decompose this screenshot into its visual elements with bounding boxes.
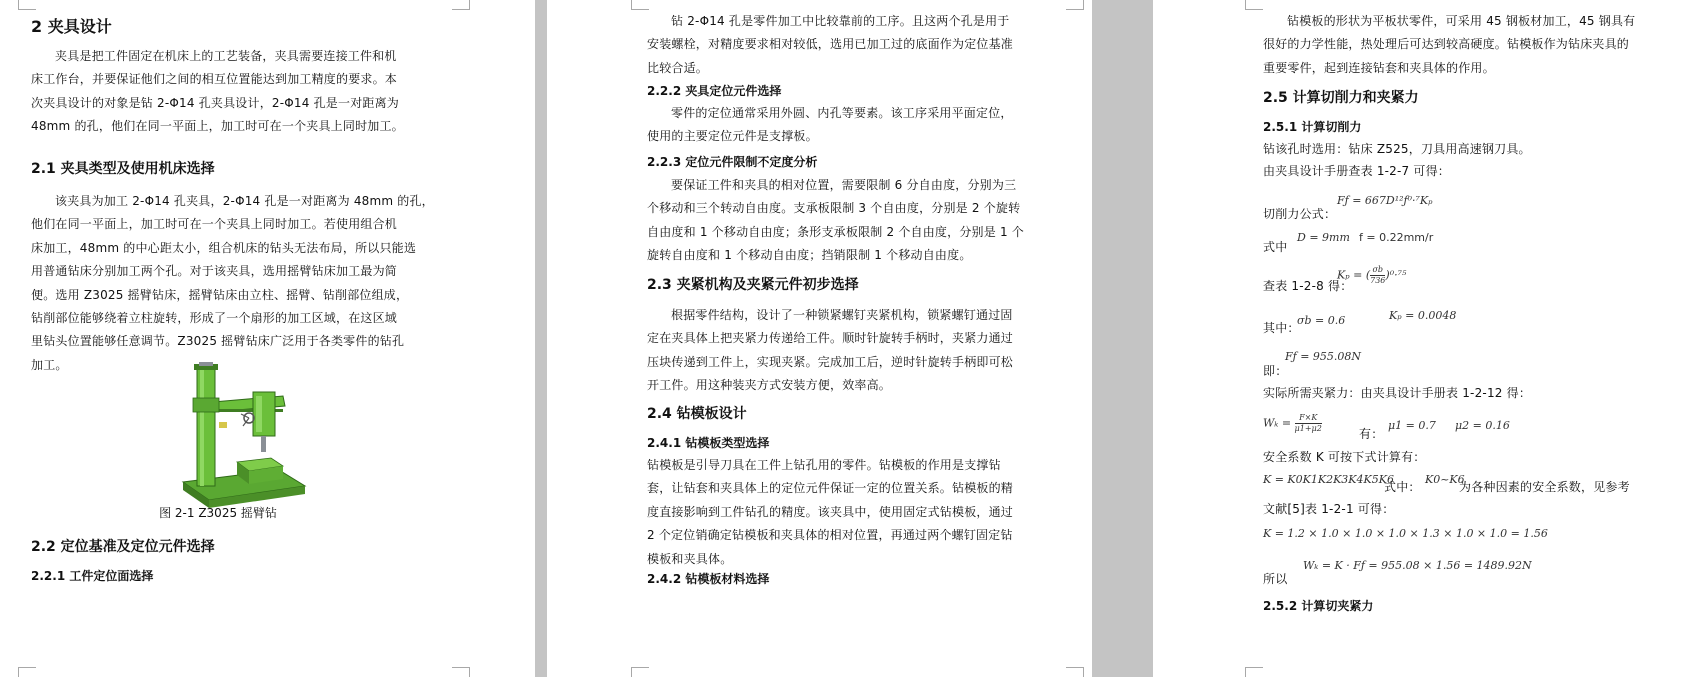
heading-section-2: 2 夹具设计 — [31, 17, 112, 36]
formula-k-calculation: K = 1.2 × 1.0 × 1.0 × 1.0 × 1.3 × 1.0 × 1.0 = 1.56 — [1263, 527, 1548, 540]
heading-2-2-1: 2.2.1 工件定位面选择 — [31, 569, 154, 583]
heading-2-4-2: 2.4.2 钻模板材料选择 — [647, 572, 770, 586]
formula-mu2: μ2 = 0.16 — [1455, 419, 1510, 432]
text-line: 定在夹具体上把夹紧力传递给工件。顺时针旋转手柄时，夹紧力通过 — [647, 331, 1014, 346]
formula-k-range: K0~K6 — [1425, 473, 1465, 486]
formula-kp-rhs: )⁰·⁷⁵ — [1385, 268, 1407, 282]
heading-2-2: 2.2 定位基准及定位元件选择 — [31, 539, 215, 555]
text-tool-selection: 钻该孔时选用：钻床 Z525，刀具用高速钢刀具。 — [1263, 142, 1531, 156]
document-page-1 — [0, 0, 535, 677]
text-line: 里钻头位置能够任意调节。Z3025 摇臂钻床广泛用于各类零件的钻孔 — [31, 334, 405, 349]
formula-feed: f = 0.22mm/r — [1359, 231, 1434, 244]
formula-k-definition: K = K0K1K2K3K4K5K6 — [1263, 473, 1394, 486]
label-cutting-force: 切削力公式： — [1263, 207, 1337, 221]
crop-mark — [452, 0, 470, 10]
text-line: 套，让钻套和夹具体上的定位元件保证一定的位置关系。钻模板的精 — [647, 481, 1014, 496]
label-where-2: 式中： — [1384, 480, 1421, 494]
paragraph-locating-surface — [647, 10, 1067, 80]
formula-wk-calculation: Wₖ = K · Fƒ = 955.08 × 1.56 = 1489.92N — [1303, 559, 1532, 572]
text-line: 重要零件，起到连接钻套和夹具体的作用。 — [1263, 60, 1495, 75]
paragraph-2-4-1 — [647, 454, 1067, 571]
text-line: 加工。 — [31, 357, 68, 372]
heading-2-4: 2.4 钻模板设计 — [647, 406, 747, 422]
formula-kp — [1337, 265, 1406, 286]
paragraph-2-3 — [647, 304, 1067, 398]
paragraph-2-1 — [31, 190, 445, 377]
crop-mark — [1245, 0, 1263, 10]
label-have: 有： — [1359, 427, 1384, 441]
text-line: 夹具是把工件固定在机床上的工艺装备，夹具需要连接工件和机 — [55, 49, 397, 63]
formula-kp-value: Kₚ = 0.0048 — [1389, 309, 1457, 322]
text-line: 该夹具为加工 2-Φ14 孔夹具，2-Φ14 孔是一对距离为 48mm 的孔， — [55, 194, 434, 208]
label-ie: 即： — [1263, 364, 1288, 378]
crop-mark — [631, 667, 649, 677]
text-line: 床工作台，并要保证他们之间的相互位置能达到加工精度的要求。本 — [31, 72, 398, 87]
text-line: 要保证工件和夹具的相对位置，需要限制 6 分自由度，分别为三 — [671, 178, 1017, 192]
formula-diameter: D = 9mm — [1297, 231, 1350, 244]
text-line: 2 个定位销确定钻模板和夹具体的相对位置，再通过两个螺钉固定钻 — [647, 528, 1013, 543]
formula-ff-value: Fƒ = 955.08N — [1285, 350, 1362, 363]
text-required-clamp-force: 实际所需夹紧力：由夹具设计手册表 1-2-12 得： — [1263, 386, 1532, 400]
text-line: 次夹具设计的对象是钻 2-Φ14 孔夹具设计，2-Φ14 孔是一对距离为 — [31, 95, 400, 110]
formula-kp-denominator: 736 — [1370, 276, 1386, 285]
label-so: 所以 — [1263, 572, 1288, 586]
formula-mu1: μ1 = 0.7 — [1388, 419, 1436, 432]
crop-mark — [1066, 667, 1084, 677]
heading-2-1: 2.1 夹具类型及使用机床选择 — [31, 161, 215, 177]
heading-2-5-1: 2.5.1 计算切削力 — [1263, 120, 1362, 134]
text-handbook-lookup: 由夹具设计手册查表 1-2-7 可得： — [1263, 164, 1450, 178]
text-line: 48mm 的孔，他们在同一平面上，加工时可在一个夹具上同时加工。 — [31, 119, 404, 134]
heading-2-2-3: 2.2.3 定位元件限制不定度分析 — [647, 155, 818, 169]
crop-mark — [18, 0, 36, 10]
radial-drill-image — [179, 362, 309, 512]
crop-mark — [631, 0, 649, 10]
text-line: 钻模板是引导刀具在工件上钻孔用的零件。钻模板的作用是支撑钻 — [647, 458, 1001, 472]
formula-wk-lhs: Wₖ = — [1263, 416, 1292, 430]
paragraph-intro — [31, 45, 445, 139]
text-safety-description: 为各种因素的安全系数，见参考 — [1459, 480, 1630, 494]
page-gap-right — [1092, 0, 1153, 677]
paragraph-2-2-3 — [647, 174, 1067, 268]
text-line: 便。选用 Z3025 摇臂钻床，摇臂钻床由立柱、摇臂、钻削部位组成， — [31, 287, 409, 302]
formula-wk-denominator: μ1+μ2 — [1294, 424, 1322, 433]
text-line: 自由度和 1 个移动自由度；条形支承板限制 2 个自由度，分别是 1 个 — [647, 224, 1024, 239]
paragraph-plate-material — [1263, 10, 1683, 80]
heading-2-2-2: 2.2.2 夹具定位元件选择 — [647, 84, 782, 98]
crop-mark — [18, 667, 36, 677]
document-page-3 — [1153, 0, 1705, 677]
label-among: 其中： — [1263, 321, 1300, 335]
crop-mark — [1245, 667, 1263, 677]
formula-kp-numerator: σb — [1370, 265, 1385, 276]
figure-caption: 图 2-1 Z3025 摇臂钻 — [159, 506, 277, 520]
formula-wk-numerator: F×K — [1295, 413, 1322, 424]
text-line: 个移动和三个转动自由度。支承板限制 3 个自由度，分别是 2 个旋转 — [647, 201, 1021, 216]
heading-2-5: 2.5 计算切削力和夹紧力 — [1263, 90, 1419, 106]
heading-2-4-1: 2.4.1 钻模板类型选择 — [647, 436, 770, 450]
heading-2-3: 2.3 夹紧机构及夹紧元件初步选择 — [647, 277, 859, 293]
text-reference: 文献[5]表 1-2-1 可得： — [1263, 502, 1395, 516]
text-line: 很好的力学性能，热处理后可达到较高硬度。钻模板作为钻床夹具的 — [1263, 37, 1630, 52]
crop-mark — [452, 667, 470, 677]
text-line: 根据零件结构，设计了一种锁紧螺钉夹紧机构，锁紧螺钉通过固 — [671, 308, 1013, 322]
page-gap-left — [535, 0, 547, 677]
formula-kp-lhs: Kₚ = ( — [1337, 268, 1371, 282]
text-line: 钻 2-Φ14 孔是零件加工中比较靠前的工序。且这两个孔是用于 — [671, 14, 1010, 28]
text-line: 模板和夹具体。 — [647, 551, 733, 566]
text-line: 压块传递到工件上，实现夹紧。完成加工后，逆时针旋转手柄即可松 — [647, 354, 1014, 369]
formula-cutting-force: Fƒ = 667D¹²ƒ⁰·⁷Kₚ — [1337, 194, 1433, 207]
text-line: 安装螺栓，对精度要求相对较低，选用已加工过的底面作为定位基准 — [647, 37, 1014, 52]
label-table-1-2-8: 查表 1-2-8 得： — [1263, 279, 1353, 293]
crop-mark — [1066, 0, 1084, 10]
formula-wk — [1263, 413, 1322, 434]
formula-kp-fraction — [1370, 265, 1385, 286]
document-page-2 — [547, 0, 1092, 677]
text-line: 比较合适。 — [647, 60, 709, 75]
formula-wk-fraction — [1295, 413, 1322, 434]
text-line: 他们在同一平面上，加工时可在一个夹具上同时加工。若使用组合机 — [31, 217, 398, 232]
text-line: 零件的定位通常采用外圆、内孔等要素。该工序采用平面定位， — [671, 106, 1013, 120]
text-line: 使用的主要定位元件是支撑板。 — [647, 129, 818, 144]
label-where: 式中 — [1263, 240, 1288, 254]
text-line: 钻模板的形状为平板状零件，可采用 45 钢板材加工，45 钢具有 — [1287, 14, 1636, 28]
text-line: 床加工，48mm 的中心距太小，组合机床的钻头无法布局，所以只能选 — [31, 240, 417, 255]
text-line: 钻削部位能够绕着立柱旋转，形成了一个扇形的加工区域，在这区域 — [31, 311, 398, 326]
text-line: 用普通钻床分别加工两个孔。对于该夹具，选用摇臂钻床加工最为简 — [31, 264, 398, 279]
text-safety-factor: 安全系数 K 可按下式计算有： — [1263, 450, 1426, 464]
paragraph-2-2-2 — [647, 102, 1067, 149]
formula-sigma-b: σb = 0.6 — [1297, 314, 1346, 327]
text-line: 度直接影响到工件钻孔的精度。该夹具中，使用固定式钻模板，通过 — [647, 504, 1014, 519]
text-line: 旋转自由度和 1 个移动自由度；挡销限制 1 个移动自由度。 — [647, 248, 972, 263]
heading-2-5-2: 2.5.2 计算切夹紧力 — [1263, 599, 1374, 613]
text-line: 开工件。用这种装夹方式安装方便，效率高。 — [647, 378, 892, 393]
